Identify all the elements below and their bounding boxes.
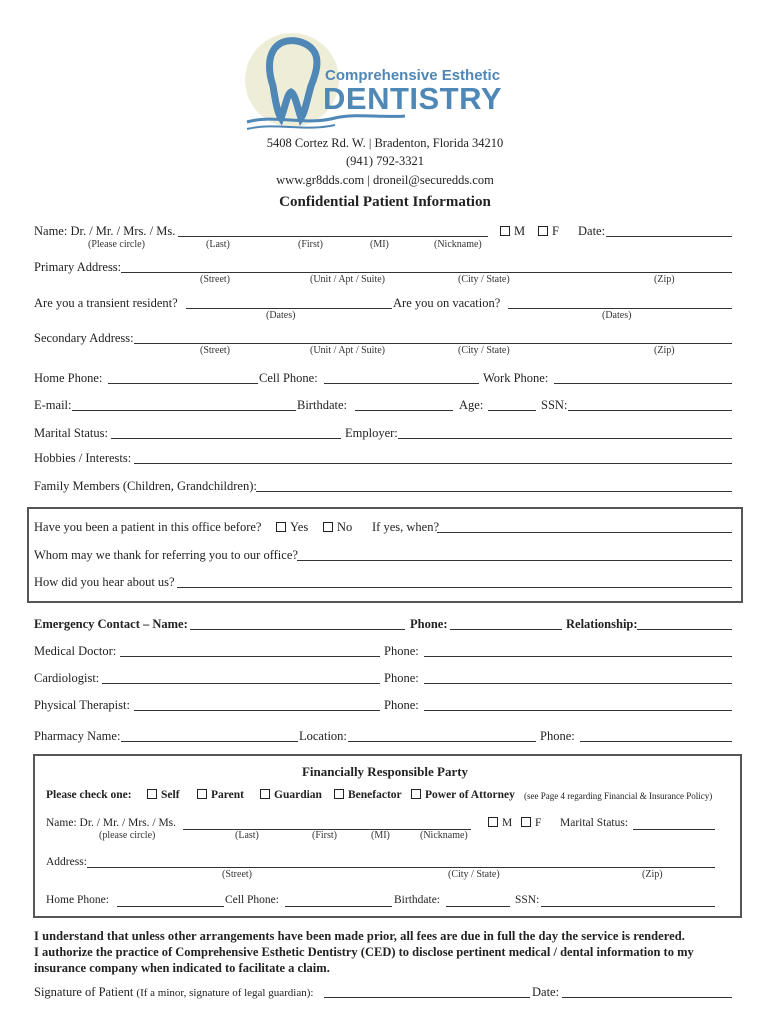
hear-question: How did you hear about us? (34, 575, 175, 589)
name-label: Name: Dr. / Mr. / Mrs. / Ms. (34, 224, 176, 238)
home-phone-label: Home Phone: (34, 371, 103, 385)
fin-name-label: Name: Dr. / Mr. / Mrs. / Ms. (46, 817, 177, 829)
fin-ssn-field[interactable] (541, 906, 715, 907)
self-option[interactable] (147, 789, 180, 801)
relationship-field[interactable] (637, 629, 732, 630)
medical-doctor-label: Medical Doctor: (34, 644, 117, 658)
no-label: No (337, 520, 353, 534)
family-field[interactable] (256, 491, 732, 492)
vacation-field[interactable] (508, 308, 732, 309)
fin-m-label: M (502, 817, 513, 829)
when-field[interactable] (437, 532, 732, 533)
primary-address-field[interactable] (121, 272, 732, 273)
age-field[interactable] (488, 410, 536, 411)
cell-phone-label: Cell Phone: (259, 371, 318, 385)
signature-label (34, 985, 313, 1000)
checkbox-icon (500, 226, 510, 236)
emergency-phone-label: Phone: (410, 617, 448, 631)
birthdate-field[interactable] (355, 410, 453, 411)
yes-label: Yes (290, 520, 309, 534)
family-label: Family Members (Children, Grandchildren): (34, 479, 257, 493)
fin-marital-label: Marital Status: (560, 817, 629, 829)
guardian-label: Guardian (274, 789, 322, 801)
benefactor-label: Benefactor (348, 789, 402, 801)
hear-field[interactable] (177, 587, 732, 588)
yes-option[interactable] (276, 520, 308, 535)
cardiologist-field[interactable] (102, 683, 380, 684)
work-phone-field[interactable] (554, 383, 732, 384)
secondary-address-label: Secondary Address: (34, 331, 134, 345)
hint-zip: (Zip) (654, 274, 675, 285)
cardiologist-label: Cardiologist: (34, 671, 100, 685)
fin-m-option[interactable] (488, 817, 512, 829)
referral-question: Whom may we thank for referring you to our office? (34, 548, 298, 562)
hint-city: (City / State) (458, 345, 510, 356)
fin-birthdate-field[interactable] (446, 906, 510, 907)
ssn-field[interactable] (568, 410, 732, 411)
hint-street: (Street) (222, 869, 252, 880)
logo (245, 26, 525, 134)
fin-cell-phone-label: Cell Phone: (225, 894, 279, 906)
signature-field[interactable] (324, 997, 530, 998)
hint-dates: (Dates) (266, 310, 296, 321)
pharmacy-field[interactable] (121, 741, 298, 742)
statement-line-1: I understand that unless other arrangements have been made prior, all fees are due in full the day the service is rendered. (34, 929, 685, 943)
no-option[interactable] (323, 520, 352, 535)
checkbox-icon (276, 522, 286, 532)
physical-therapist-label: Physical Therapist: (34, 698, 130, 712)
phone-label: Phone: (384, 671, 419, 685)
fin-f-label: F (535, 817, 542, 829)
fin-cell-phone-field[interactable] (285, 906, 392, 907)
email-field[interactable] (72, 410, 296, 411)
hobbies-label: Hobbies / Interests: (34, 451, 132, 465)
date-label: Date: (578, 224, 606, 238)
signature-date-label: Date: (532, 985, 560, 999)
hint-last: (Last) (235, 830, 259, 841)
ssn-label: SSN: (541, 398, 568, 412)
address-line: 5408 Cortez Rd. W. | Bradenton, Florida 34210 (266, 136, 504, 150)
when-label: If yes, when? (372, 520, 439, 534)
cardiologist-phone-field[interactable] (424, 683, 732, 684)
phone-line: (941) 792-3321 (345, 154, 425, 168)
hint-street: (Street) (200, 274, 230, 285)
birthdate-label: Birthdate: (297, 398, 347, 412)
fin-address-field[interactable] (87, 867, 715, 868)
transient-label: Are you a transient resident? (34, 296, 178, 310)
poa-option[interactable] (411, 789, 515, 801)
fin-marital-field[interactable] (633, 829, 715, 830)
signature-date-field[interactable] (562, 997, 732, 998)
medical-doctor-phone-field[interactable] (424, 656, 732, 657)
home-phone-field[interactable] (108, 383, 258, 384)
marital-status-label: Marital Status: (34, 426, 108, 440)
fin-birthdate-label: Birthdate: (394, 894, 440, 906)
statement-line-2: I authorize the practice of Comprehensive Esthetic Dentistry (CED) to disclose pertinent medical / dental information to my (34, 945, 694, 959)
checkbox-icon (260, 789, 270, 799)
financial-title: Financially Responsible Party (301, 764, 469, 779)
hint-nickname: (Nickname) (420, 830, 468, 841)
fin-ssn-label: SSN: (515, 894, 540, 906)
guardian-option[interactable] (260, 789, 322, 801)
medical-doctor-field[interactable] (120, 656, 380, 657)
transient-field[interactable] (186, 308, 392, 309)
employer-field[interactable] (398, 438, 732, 439)
employer-label: Employer: (345, 426, 398, 440)
checkbox-icon (538, 226, 548, 236)
fin-home-phone-field[interactable] (117, 906, 224, 907)
name-field[interactable] (178, 236, 488, 237)
signature-note: (If a minor, signature of legal guardian): (136, 987, 314, 999)
location-field[interactable] (348, 741, 536, 742)
hint-nickname: (Nickname) (434, 239, 482, 250)
benefactor-option[interactable] (334, 789, 402, 801)
parent-option[interactable] (197, 789, 244, 801)
physical-therapist-field[interactable] (134, 710, 380, 711)
emergency-name-field[interactable] (190, 629, 405, 630)
emergency-phone-field[interactable] (450, 629, 562, 630)
hint-zip: (Zip) (642, 869, 663, 880)
phone-label: Phone: (384, 644, 419, 658)
checkbox-icon (411, 789, 421, 799)
hobbies-field[interactable] (134, 463, 732, 464)
marital-status-field[interactable] (111, 438, 341, 439)
secondary-address-field[interactable] (134, 343, 732, 344)
hint-first: (First) (298, 239, 323, 250)
page-title: Confidential Patient Information (279, 194, 491, 210)
check-one-label: Please check one: (46, 789, 132, 801)
hint-unit: (Unit / Apt / Suite) (310, 345, 385, 356)
hint-street: (Street) (200, 345, 230, 356)
hint-circle: (please circle) (99, 830, 156, 841)
statement-line-3: insurance company when indicated to facilitate a claim. (34, 961, 330, 975)
email-label: E-mail: (34, 398, 72, 412)
fin-f-option[interactable] (521, 817, 541, 829)
checkbox-icon (334, 789, 344, 799)
sex-m-option[interactable] (500, 224, 525, 239)
signature-text: Signature of Patient (34, 985, 134, 999)
fin-address-label: Address: (46, 856, 87, 868)
hint-circle: (Please circle) (88, 239, 145, 250)
hint-first: (First) (312, 830, 337, 841)
parent-label: Parent (211, 789, 245, 801)
cell-phone-field[interactable] (324, 383, 479, 384)
hint-mi: (MI) (371, 830, 390, 841)
hint-zip: (Zip) (654, 345, 675, 356)
checkbox-icon (323, 522, 333, 532)
fin-home-phone-label: Home Phone: (46, 894, 109, 906)
work-phone-label: Work Phone: (483, 371, 549, 385)
poa-note: (see Page 4 regarding Financial & Insurance Policy) (524, 791, 713, 801)
sex-m-label: M (514, 224, 526, 238)
referral-field[interactable] (297, 560, 732, 561)
hint-dates: (Dates) (602, 310, 632, 321)
checkbox-icon (521, 817, 531, 827)
hint-unit: (Unit / Apt / Suite) (310, 274, 385, 285)
prior-patient-question: Have you been a patient in this office before? (34, 520, 262, 534)
vacation-label: Are you on vacation? (393, 296, 501, 310)
checkbox-icon (147, 789, 157, 799)
emergency-contact-label: Emergency Contact – Name: (34, 617, 188, 631)
relationship-label: Relationship: (566, 617, 638, 631)
sex-f-option[interactable] (538, 224, 559, 239)
date-field[interactable] (606, 236, 732, 237)
poa-label: Power of Attorney (425, 789, 515, 801)
logo-top-text: Comprehensive Esthetic (325, 67, 501, 84)
primary-address-label: Primary Address: (34, 260, 122, 274)
hint-mi: (MI) (370, 239, 389, 250)
web-line: www.gr8dds.com | droneil@securedds.com (276, 173, 494, 187)
pharmacy-label: Pharmacy Name: (34, 729, 121, 743)
checkbox-icon (488, 817, 498, 827)
therapist-phone-field[interactable] (424, 710, 732, 711)
hint-last: (Last) (206, 239, 230, 250)
phone-label: Phone: (540, 729, 575, 743)
age-label: Age: (459, 398, 484, 412)
self-label: Self (161, 789, 180, 801)
sex-f-label: F (552, 224, 559, 238)
phone-label: Phone: (384, 698, 419, 712)
hint-city: (City / State) (448, 869, 500, 880)
logo-big-text: DENTISTRY (323, 81, 503, 116)
hint-city: (City / State) (458, 274, 510, 285)
checkbox-icon (197, 789, 207, 799)
pharmacy-phone-field[interactable] (580, 741, 732, 742)
location-label: Location: (299, 729, 347, 743)
